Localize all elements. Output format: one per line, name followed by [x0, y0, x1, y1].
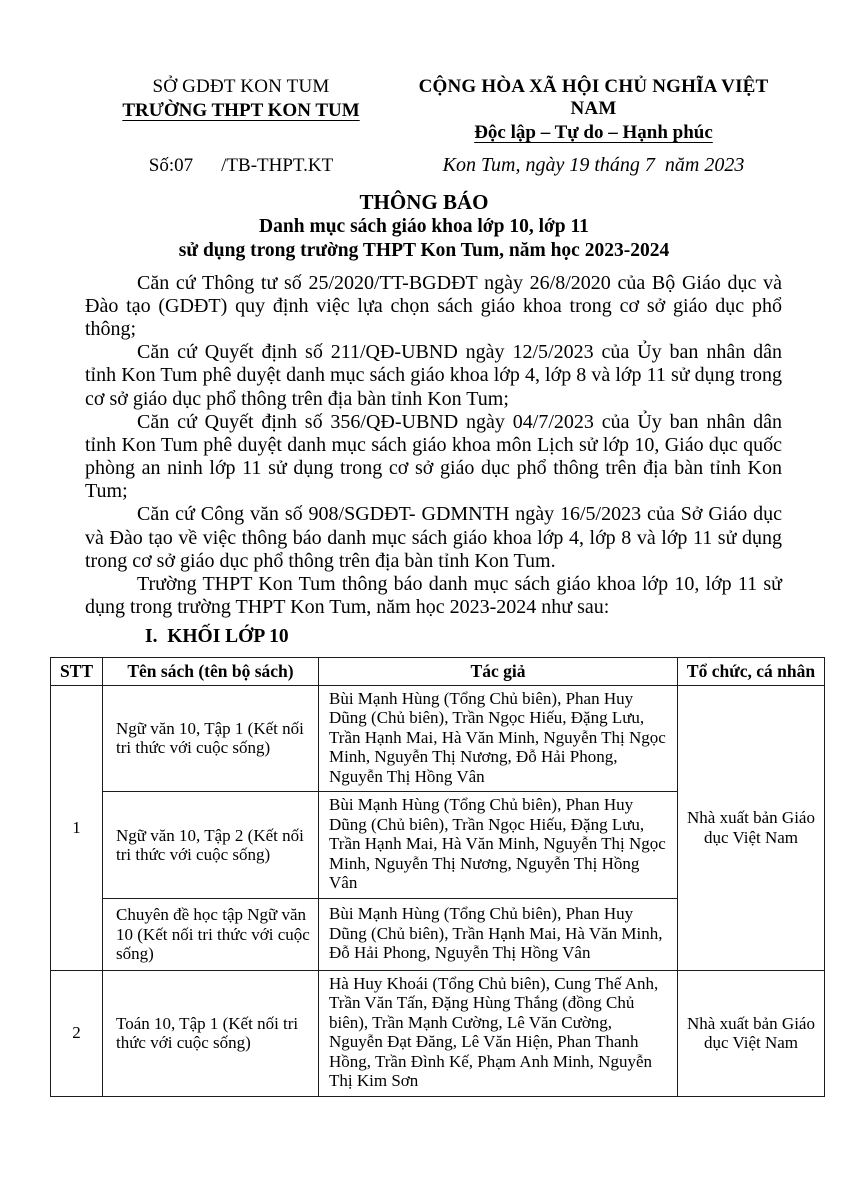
table-row: [51, 685, 825, 792]
document-body: [0, 272, 848, 620]
document-number-prefix: Số:07: [148, 155, 194, 176]
authors-cell: Bùi Mạnh Hùng (Tổng Chủ biên), Phan Huy Dũng (Chủ biên), Trần Ngọc Hiếu, Đặng Lưu, Trần Hạnh Mai, Hà Văn Minh, Nguyễn Thị Ngọc Minh, Nguyễn Thị Nương, Nguyễn Thị Hồng Vân: [319, 792, 678, 899]
document-title: THÔNG BÁO: [359, 190, 489, 214]
paragraph-legal-basis-1: Căn cứ Thông tư số 25/2020/TT-BGDĐT ngày 26/8/2020 của Bộ Giáo dục và Đào tạo (GDĐT) quy định việc lựa chọn sách giáo khoa trong cơ sở giáo dục phổ thông;: [85, 271, 782, 340]
document-subtitle-line1: Danh mục sách giáo khoa lớp 10, lớp 11: [259, 216, 589, 237]
paragraph-announcement: Trường THPT Kon Tum thông báo danh mục sách giáo khoa lớp 10, lớp 11 sử dụng trong trường THPT Kon Tum, năm học 2023-2024 như sau:: [85, 573, 782, 619]
column-header-stt: STT: [51, 658, 103, 685]
doc-meta-row: [0, 154, 848, 177]
letterhead-issuer: [85, 76, 397, 144]
table-body: [51, 685, 825, 1096]
authors-cell: Bùi Mạnh Hùng (Tổng Chủ biên), Phan Huy Dũng (Chủ biên), Trần Hạnh Mai, Hà Văn Minh, Đỗ Hải Phong, Nguyễn Thị Hồng Vân: [319, 898, 678, 970]
letterhead-national: [397, 76, 790, 144]
table-row: [51, 970, 825, 1096]
table-head: [51, 658, 825, 685]
national-motto-country: CỘNG HÒA XÃ HỘI CHỦ NGHĨA VIỆT NAM: [418, 76, 769, 119]
issuer-parent-org: SỞ GDĐT KON TUM: [152, 76, 330, 97]
paragraph-legal-basis-4: Căn cứ Công văn số 908/SGDĐT- GDMNTH ngày 16/5/2023 của Sở Giáo dục và Đào tạo về việc thông báo danh mục sách giáo khoa lớp 4, lớp 8 và lớp 11 sử dụng trong cơ sở giáo dục phổ thông trên địa bàn tỉnh Kon Tum.: [85, 503, 782, 572]
publisher-cell: Nhà xuất bản Giáo dục Việt Nam: [678, 685, 825, 970]
stt-cell: 1: [51, 685, 103, 970]
authors-cell: Bùi Mạnh Hùng (Tổng Chủ biên), Phan Huy Dũng (Chủ biên), Trần Ngọc Hiếu, Đặng Lưu, Trần Hạnh Mai, Hà Văn Minh, Nguyễn Thị Ngọc Minh, Nguyễn Thị Nương, Đỗ Hải Phong, Nguyễn Thị Hồng Vân: [319, 685, 678, 792]
table-header-row: [51, 658, 825, 685]
section-heading-grade10: I. KHỐI LỚP 10: [145, 626, 289, 648]
book-name-cell: Chuyên đề học tập Ngữ văn 10 (Kết nối tri thức với cuộc sống): [103, 898, 319, 970]
paragraph-legal-basis-3: Căn cứ Quyết định số 356/QĐ-UBND ngày 04/7/2023 của Ủy ban nhân dân tỉnh Kon Tum phê duyệt danh mục sách giáo khoa môn Lịch sử lớp 10, Giáo dục quốc phòng an ninh lớp 11 sử dụng trong cơ sở giáo dục phổ thông trên địa bàn tỉnh Kon Tum;: [85, 410, 782, 503]
authors-cell: Hà Huy Khoái (Tổng Chủ biên), Cung Thế Anh, Trần Văn Tấn, Đặng Hùng Thắng (đồng Chủ biên), Trần Mạnh Cường, Lê Văn Cường, Nguyễn Đạt Đăng, Lê Văn Hiện, Phan Thanh Hồng, Trần Đình Kế, Phạm Anh Minh, Nguyễn Thị Kim Sơn: [319, 970, 678, 1096]
issuer-school-name: TRƯỜNG THPT KON TUM: [122, 100, 360, 121]
national-motto-slogan: Độc lập – Tự do – Hạnh phúc: [474, 122, 713, 143]
book-name-cell: Toán 10, Tập 1 (Kết nối tri thức với cuộc sống): [103, 970, 319, 1096]
textbook-table: [50, 657, 825, 1097]
column-header-publisher: Tổ chức, cá nhân: [678, 658, 825, 685]
publisher-cell: Nhà xuất bản Giáo dục Việt Nam: [678, 970, 825, 1096]
book-name-cell: Ngữ văn 10, Tập 1 (Kết nối tri thức với cuộc sống): [103, 685, 319, 792]
paragraph-legal-basis-2: Căn cứ Quyết định số 211/QĐ-UBND ngày 12/5/2023 của Ủy ban nhân dân tỉnh Kon Tum phê duyệt danh mục sách giáo khoa lớp 4, lớp 8 và lớp 11 sử dụng trong cơ sở giáo dục phổ thông trên địa bàn tỉnh Kon Tum;: [85, 341, 782, 410]
letterhead: [0, 76, 848, 144]
document-title-block: [0, 190, 848, 263]
book-name-cell: Ngữ văn 10, Tập 2 (Kết nối tri thức với cuộc sống): [103, 792, 319, 899]
document-number: [85, 155, 397, 177]
place-and-date: Kon Tum, ngày 19 tháng 7 năm 2023: [442, 154, 745, 176]
document-number-suffix: /TB-THPT.KT: [221, 155, 334, 176]
stt-cell: 2: [51, 970, 103, 1096]
document-subtitle-line2: sử dụng trong trường THPT Kon Tum, năm học 2023-2024: [178, 239, 670, 261]
column-header-book-name: Tên sách (tên bộ sách): [103, 658, 319, 685]
column-header-authors: Tác giả: [319, 658, 678, 685]
